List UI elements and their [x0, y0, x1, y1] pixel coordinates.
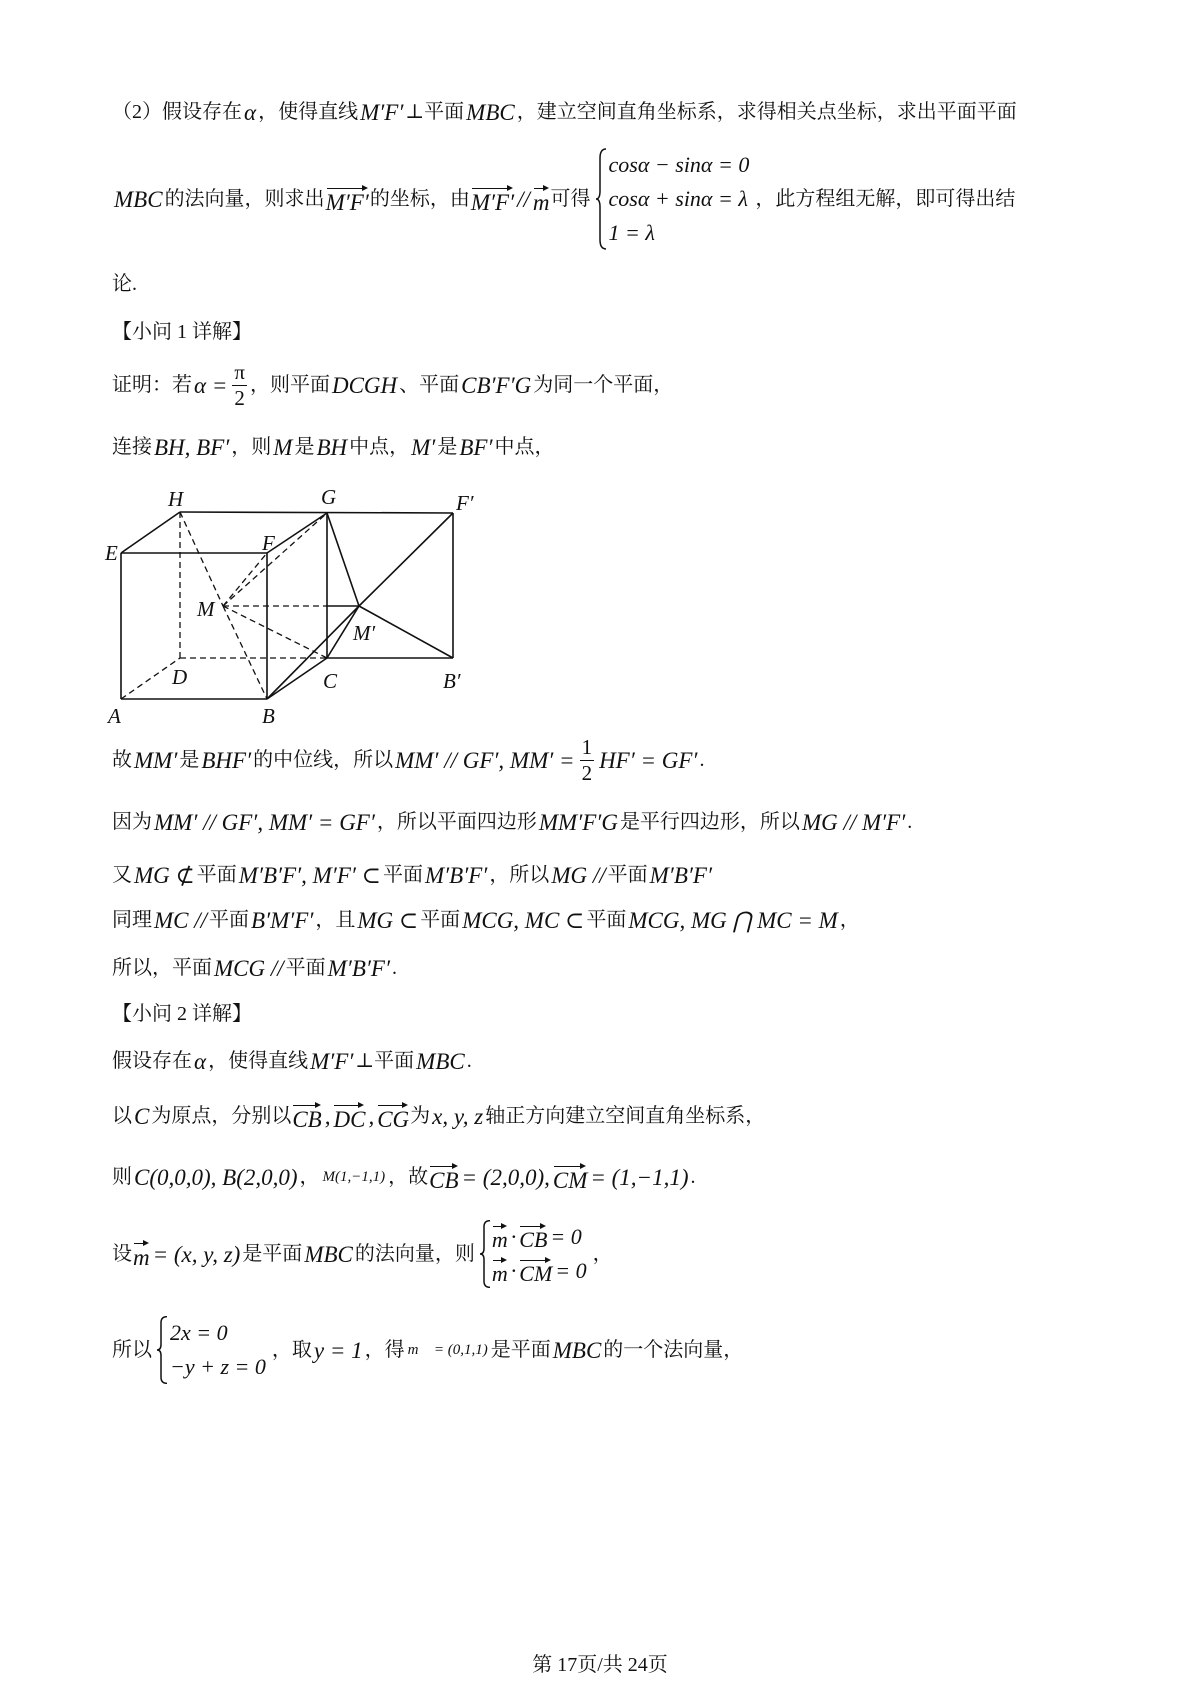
- label-Bp: B′: [443, 669, 461, 693]
- vector-expression: CB: [429, 1163, 458, 1192]
- math-expression: MC //: [154, 907, 208, 933]
- geometry-diagram: [95, 490, 475, 735]
- text-line: [112, 802, 912, 842]
- system-row: [491, 1220, 589, 1254]
- math-expression: = (x, y, z): [152, 1241, 241, 1267]
- text-run: 平面: [209, 909, 250, 931]
- text-run: ⊥平面: [355, 1050, 415, 1072]
- system-row: [168, 1350, 268, 1384]
- label-H: H: [168, 490, 184, 511]
- text-line: [112, 92, 1017, 132]
- math-expression: BF′: [459, 434, 493, 460]
- fraction-numerator: 1: [581, 734, 593, 759]
- text-line: [112, 734, 705, 785]
- equation-system: [479, 1220, 589, 1288]
- text-run: 的中位线，所以: [253, 749, 394, 771]
- math-expression: BH, BF′: [154, 434, 230, 460]
- vector-expression: M′F′: [326, 185, 369, 214]
- text-run: 是平面: [242, 1243, 303, 1265]
- text-run: 平面: [196, 864, 237, 886]
- math-expression: 1 = λ: [608, 220, 655, 245]
- text-line: [112, 359, 674, 410]
- math-expression: MBC: [552, 1337, 602, 1363]
- left-brace-icon: [595, 148, 607, 250]
- vector-expression: m: [133, 1240, 150, 1269]
- math-expression: MM′: [134, 747, 178, 773]
- label-A: A: [108, 704, 121, 728]
- equation-system: [156, 1316, 268, 1384]
- math-expression: C(0,0,0), B(2,0,0): [134, 1164, 298, 1190]
- text-run: 平面: [382, 864, 423, 886]
- text-run: ，: [592, 1243, 613, 1265]
- text-run: 平面: [285, 957, 326, 979]
- system-rows: [607, 148, 752, 250]
- text-run: .: [699, 749, 705, 771]
- math-expression: α: [244, 99, 257, 125]
- math-expression: 2x = 0: [170, 1320, 228, 1345]
- label-E: E: [105, 541, 118, 565]
- left-brace-icon: [156, 1316, 168, 1384]
- label-M: M: [197, 597, 215, 621]
- text-line: [112, 1224, 613, 1286]
- math-expression: MCG //: [214, 955, 284, 981]
- text-run: 中点，: [349, 436, 410, 458]
- math-expression: MCG, MG ⋂ MC = M: [628, 907, 838, 933]
- label-C: C: [323, 669, 338, 693]
- text-run: 的坐标，由: [369, 188, 470, 210]
- text-run: 的法向量，则求出: [164, 188, 325, 210]
- text-run: 为原点，分别以: [151, 1105, 292, 1127]
- math-expression: ,: [324, 1103, 331, 1129]
- text-run: 所以，平面: [112, 957, 212, 979]
- text-run: ，得: [364, 1339, 405, 1361]
- fraction-numerator: π: [234, 359, 245, 384]
- math-expression: MBC: [466, 99, 515, 125]
- text-run: 则: [112, 1166, 132, 1188]
- text-run: （2）假设存在: [112, 101, 242, 123]
- text-run: 设: [112, 1243, 132, 1265]
- text-run: 、平面: [399, 374, 460, 396]
- math-small: M(1,−1,1): [322, 1168, 386, 1185]
- math-expression: ,: [368, 1103, 375, 1129]
- math-expression: MBC: [304, 1241, 353, 1267]
- label-G: G: [321, 490, 337, 509]
- math-expression: M′F′: [360, 99, 404, 125]
- label-Mp: M′: [353, 621, 376, 645]
- text-run: 为同一个平面，: [533, 374, 674, 396]
- text-line: [112, 1157, 695, 1197]
- math-expression: MG ⊄: [134, 862, 195, 888]
- text-run: 为: [410, 1105, 431, 1127]
- math-expression: M: [273, 434, 293, 460]
- text-line: [112, 427, 554, 467]
- text-run: ，故: [388, 1166, 429, 1188]
- fraction: [232, 359, 247, 410]
- text-run: 中点，: [494, 436, 555, 458]
- math-expression: C: [134, 1103, 150, 1129]
- text-line: [112, 312, 252, 352]
- math-expression: MM′F′G: [538, 809, 618, 835]
- text-run: ，则平面: [249, 374, 330, 396]
- text-run: 是: [179, 749, 200, 771]
- vector-expression: m: [533, 185, 550, 214]
- text-run: 是平面: [490, 1339, 551, 1361]
- vector-expression: CB: [519, 1223, 547, 1251]
- text-run: 平面: [420, 909, 461, 931]
- math-expression: MBC: [416, 1048, 465, 1074]
- math-expression: MM′ // GF′, MM′ = GF′: [154, 809, 375, 835]
- text-run: 以: [112, 1105, 132, 1127]
- text-run: ，所以平面四边形: [376, 811, 537, 833]
- math-expression: = (2,0,0),: [461, 1164, 550, 1190]
- text-run: ，取: [271, 1339, 312, 1361]
- system-row: [491, 1254, 589, 1288]
- text-run: .: [690, 1166, 696, 1188]
- text-run: ，则: [231, 436, 272, 458]
- text-run: 的法向量，则: [354, 1243, 475, 1265]
- label-F: F: [262, 531, 275, 555]
- text-line: [112, 855, 714, 895]
- text-run: 可得: [550, 188, 591, 210]
- text-run: 【小问 1 详解】: [112, 321, 252, 343]
- math-expression: M′B′F′, M′F′ ⊂: [238, 862, 381, 888]
- fraction-denominator: 2: [581, 760, 593, 785]
- system-row: [607, 216, 752, 250]
- text-run: ，建立空间直角坐标系，求得相关点坐标，求出平面平面: [516, 101, 1017, 123]
- vector-expression: CM: [553, 1163, 588, 1192]
- math-expression: MG // M′F′: [801, 809, 906, 835]
- text-run: 轴正方向建立空间直角坐标系，: [485, 1105, 766, 1127]
- math-expression: α: [194, 1048, 207, 1074]
- vector-expression: m: [492, 1223, 508, 1251]
- math-expression: M′F′: [310, 1048, 354, 1074]
- text-run: 平面: [607, 864, 648, 886]
- fraction: [580, 734, 595, 785]
- system-rows: [491, 1220, 589, 1288]
- math-expression: B′M′F′: [251, 907, 314, 933]
- math-expression: MBC: [114, 186, 163, 212]
- text-run: 论.: [112, 273, 137, 295]
- text-run: .: [907, 811, 913, 833]
- vector-expression: CM: [519, 1257, 552, 1285]
- text-line: [112, 1096, 765, 1136]
- math-expression: MCG, MC ⊂: [462, 907, 585, 933]
- equation-system: [595, 148, 752, 250]
- vector-expression: m: [492, 1257, 508, 1285]
- math-expression: = 0: [555, 1258, 587, 1283]
- math-expression: α =: [194, 372, 228, 398]
- label-Fp: F′: [456, 491, 474, 515]
- math-expression: M′B′F′: [424, 862, 488, 888]
- text-run: ，: [299, 1166, 320, 1188]
- math-expression: = 0: [550, 1224, 582, 1249]
- text-run: 【小问 2 详解】: [112, 1003, 252, 1025]
- text-line: [112, 1041, 472, 1081]
- math-expression: MM′ // GF′, MM′ =: [395, 747, 575, 773]
- system-rows: [168, 1316, 268, 1384]
- text-line: [112, 900, 860, 940]
- math-expression: M′B′F′: [649, 862, 712, 888]
- text-run: 平面: [586, 909, 627, 931]
- text-run: .: [466, 1050, 472, 1072]
- math-expression: cosα + sinα = λ: [608, 186, 748, 211]
- math-expression: BHF′: [201, 747, 252, 773]
- text-run: 是平行四边形，所以: [619, 811, 800, 833]
- math-expression: BH: [316, 434, 348, 460]
- vector-expression: DC: [333, 1102, 365, 1131]
- text-run: 证明：若: [112, 374, 192, 396]
- text-run: 因为: [112, 811, 152, 833]
- math-expression: CB′F′G: [461, 372, 532, 398]
- text-run: .: [392, 957, 397, 979]
- text-line: [112, 264, 137, 304]
- math-expression: M′B′F′: [327, 955, 390, 981]
- text-run: 又: [112, 864, 132, 886]
- math-expression: y = 1: [313, 1337, 363, 1363]
- system-row: [607, 182, 752, 216]
- text-run: 同理: [112, 909, 152, 931]
- math-expression: M′: [411, 434, 436, 460]
- math-expression: DCGH: [331, 372, 398, 398]
- math-expression: cosα − sinα = 0: [608, 152, 750, 177]
- dashed-edges: [121, 512, 327, 699]
- text-run: ，: [839, 909, 860, 931]
- math-expression: MG ⊂: [357, 907, 419, 933]
- text-run: 假设存在: [112, 1050, 192, 1072]
- math-expression: ·: [510, 1224, 517, 1249]
- fraction-denominator: 2: [234, 385, 245, 410]
- math-expression: //: [517, 186, 530, 212]
- math-expression: ·: [510, 1258, 517, 1283]
- text-run: 是: [294, 436, 315, 458]
- math-expression: = (1,−1,1): [590, 1164, 689, 1190]
- text-run: 所以: [112, 1339, 152, 1361]
- text-run: ，所以: [489, 864, 550, 886]
- label-D: D: [172, 665, 188, 689]
- text-run: ，此方程组无解，即可得出结: [755, 188, 1016, 210]
- left-brace-icon: [479, 1220, 491, 1288]
- text-run: 是: [437, 436, 458, 458]
- text-line: [112, 152, 1016, 245]
- math-small: m⃗ = (0,1,1): [407, 1341, 488, 1358]
- label-B: B: [262, 704, 275, 728]
- math-expression: x, y, z: [432, 1103, 484, 1129]
- text-run: ，使得直线: [208, 1050, 309, 1072]
- text-run: ⊥平面: [405, 101, 465, 123]
- text-run: ，且: [315, 909, 356, 931]
- math-expression: HF′ = GF′: [599, 747, 698, 773]
- text-run: 的一个法向量，: [603, 1339, 744, 1361]
- system-row: [607, 148, 752, 182]
- vector-expression: M′F′: [471, 185, 514, 214]
- vector-expression: CB: [292, 1102, 321, 1131]
- text-line: [112, 994, 252, 1034]
- system-row: [168, 1316, 268, 1350]
- text-run: 连接: [112, 436, 152, 458]
- math-expression: −y + z = 0: [170, 1354, 266, 1379]
- math-expression: MG //: [551, 862, 606, 888]
- text-line: [112, 948, 397, 988]
- text-run: ，使得直线: [258, 101, 359, 123]
- text-run: 故: [112, 749, 132, 771]
- text-line: [112, 1320, 744, 1379]
- vector-expression: CG: [377, 1102, 409, 1131]
- page-footer: 第 17页/共 24页: [532, 1654, 668, 1676]
